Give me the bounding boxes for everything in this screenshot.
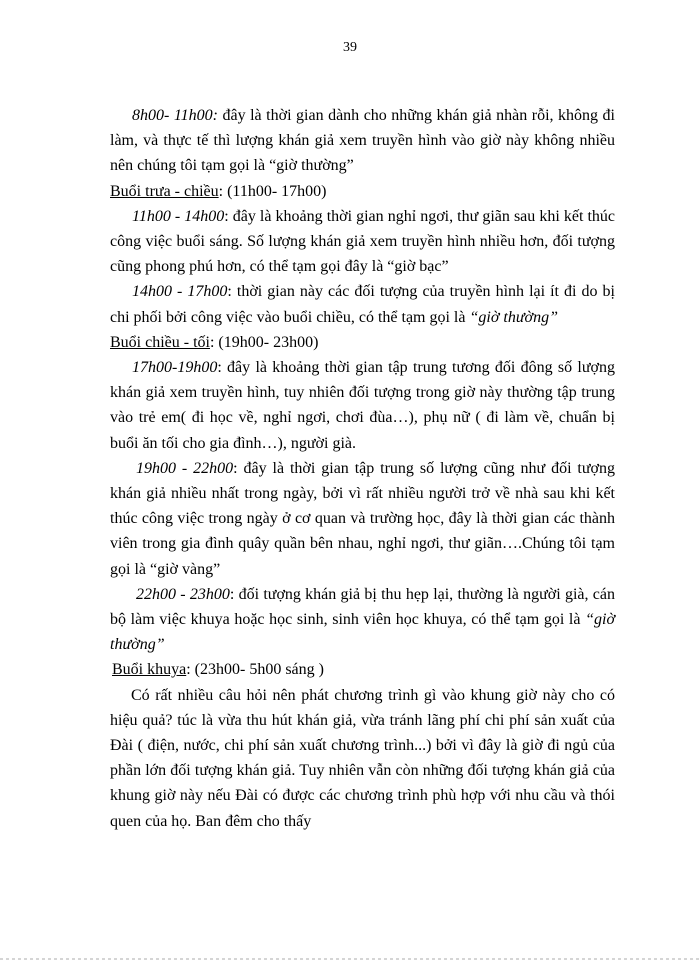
quoted-term: “giờ thường” — [469, 308, 558, 326]
time-range-label: 22h00 - 23h00 — [136, 585, 230, 603]
paragraph-early-evening — [110, 355, 615, 456]
paragraph-late-evening — [110, 582, 615, 658]
time-range-label: 19h00 - 22h00 — [136, 459, 234, 477]
paragraph-text: : đối tượng khán giả bị thu hẹp lại, thường là người già, cán bộ làm việc khuya hoặc học sinh, sinh viên học khuya, có thể tạm gọi là — [110, 585, 616, 629]
time-range-label: 17h00-19h00 — [132, 359, 218, 377]
paragraph-afternoon — [110, 279, 615, 329]
heading-label: Buổi khuya — [112, 661, 187, 679]
heading-time: : (11h00- 17h00) — [218, 182, 327, 200]
heading-label: Buổi chiều - tối — [110, 333, 210, 351]
paragraph-night: Có rất nhiều câu hỏi nên phát chương trình gì vào khung giờ này cho có hiệu quả? túc là vừa thu hút khán giả, vừa tránh lãng phí chi phí sản xuất của Đài ( điện, nước, chi phí sản xuất chương trình...) bởi vì đây là giờ đi ngủ của phần lớn đối tượng khán giả. Tuy nhiên vẫn còn những đối tượng khán giả của khung giờ này nếu Đài có được các chương trình phù hợp với nhu cầu và thói quen của họ. Ban đêm cho thấy — [110, 686, 615, 830]
document-body — [110, 103, 615, 834]
paragraph-noon — [110, 204, 615, 280]
heading-time: : (23h00- 5h00 sáng ) — [186, 661, 324, 679]
time-range-label: 8h00- 11h00: — [132, 107, 218, 124]
quoted-term: “giờ thường” — [110, 611, 615, 654]
paragraph-morning-leisure — [110, 103, 615, 179]
paragraph-prime-time — [110, 456, 615, 582]
heading-evening — [110, 330, 615, 355]
heading-time: : (19h00- 23h00) — [209, 333, 319, 351]
paragraph-text: : đây là thời gian tập trung số lượng cũng như đối tượng khán giả nhiều nhất trong ngày, bởi vì rất nhiều người trở về nhà sau khi kết thúc công việc trong ngày ở cơ quan và trường học, đây là thời gian các thành viên trong gia đình quây quần bên nhau, nghỉ ngơi, thư giãn….Chúng tôi tạm gọi là “giờ vàng” — [110, 459, 615, 578]
paragraph-text: : thời gian này các đối tượng của truyền hình lại ít đi do bị chi phối bởi công việc vào buổi chiều, có thể tạm gọi là — [110, 283, 615, 326]
paragraph-text: : đây là khoảng thời gian tập trung tương đối đông số lượng khán giả xem truyền hình, tuy nhiên đối tượng trong giờ này thường tập trung vào trẻ em( đi học về, nghỉ ngơi, chơi đùa…), phụ nữ ( đi làm về, chuẩn bị buổi ăn tối cho gia đình…), người già. — [110, 359, 615, 452]
heading-noon-afternoon — [110, 179, 615, 204]
paragraph-text: đây là thời gian dành cho những khán giả nhàn rỗi, không đi làm, và thực tế thì lượng khán giả xem truyền hình vào giờ này không nhiều nên chúng tôi tạm gọi là “giờ thường” — [110, 107, 616, 175]
time-range-label: 14h00 - 17h00 — [132, 283, 228, 301]
time-range-label: 11h00 - 14h00 — [132, 207, 225, 225]
page-number: 39 — [343, 40, 357, 55]
paragraph-text: : đây là khoảng thời gian nghỉ ngơi, thư giãn sau khi kết thúc công việc buổi sáng. Số lượng khán giả xem truyền hình nhiều hơn, đối tượng cũng phong phú hơn, có thể tạm gọi đây là “giờ bạc” — [110, 207, 616, 276]
heading-label: Buổi trưa - chiều — [110, 182, 219, 200]
heading-night — [110, 657, 615, 682]
